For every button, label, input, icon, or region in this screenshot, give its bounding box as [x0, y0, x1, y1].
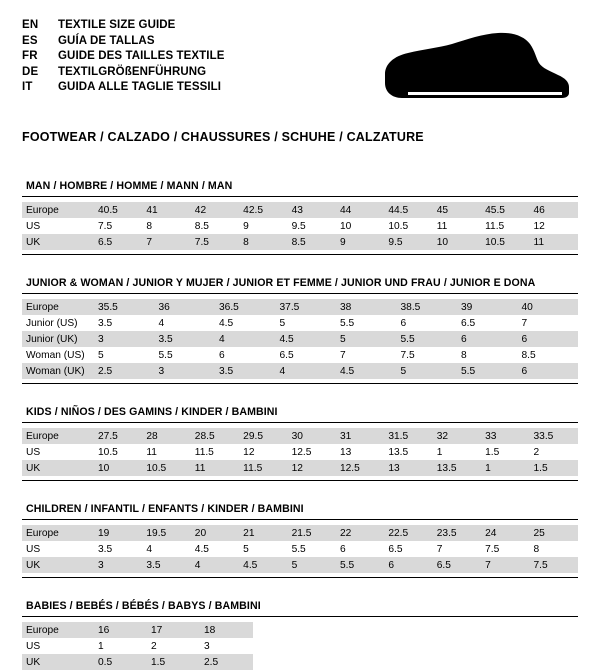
row-label: Europe — [22, 202, 94, 218]
size-table — [22, 428, 578, 476]
divider — [22, 577, 578, 578]
cell: 2.5 — [200, 654, 253, 670]
cell: 13.5 — [433, 460, 481, 476]
row-label: US — [22, 638, 94, 654]
cell: 29.5 — [239, 428, 287, 444]
cell: 12.5 — [336, 460, 384, 476]
cell: 19 — [94, 525, 142, 541]
table-row — [22, 234, 578, 250]
cell: 42 — [191, 202, 239, 218]
cell: 7 — [481, 557, 529, 573]
cell: 11.5 — [239, 460, 287, 476]
cell: 38 — [336, 299, 397, 315]
divider — [22, 480, 578, 481]
cell: 6.5 — [384, 541, 432, 557]
group-heading: BABIES / BEBÉS / BÉBÉS / BABYS / BAMBINI — [26, 600, 261, 612]
cell: 22.5 — [384, 525, 432, 541]
cell: 13.5 — [384, 444, 432, 460]
cell: 3.5 — [94, 315, 155, 331]
cell: 38.5 — [397, 299, 458, 315]
row-label: UK — [22, 557, 94, 573]
cell: 4 — [215, 331, 276, 347]
cell-empty — [253, 622, 578, 638]
language-title: GUIDA ALLE TAGLIE TESSILI — [58, 81, 222, 93]
cell: 7.5 — [94, 218, 142, 234]
cell: 45.5 — [481, 202, 529, 218]
cell: 5 — [94, 347, 155, 363]
cell: 18 — [200, 622, 253, 638]
size-group-man — [22, 180, 578, 255]
cell: 3 — [94, 557, 142, 573]
cell: 8 — [530, 541, 578, 557]
group-heading: JUNIOR & WOMAN / JUNIOR Y MUJER / JUNIOR ET FEMME / JUNIOR UND FRAU / JUNIOR E DONA — [26, 277, 536, 289]
cell: 6 — [215, 347, 276, 363]
cell: 7 — [336, 347, 397, 363]
cell: 4 — [191, 557, 239, 573]
cell: 30 — [288, 428, 336, 444]
divider — [22, 519, 578, 520]
cell: 5.5 — [155, 347, 216, 363]
cell: 1.5 — [147, 654, 200, 670]
row-label: UK — [22, 654, 94, 670]
cell: 1.5 — [481, 444, 529, 460]
cell: 5.5 — [288, 541, 336, 557]
divider — [22, 196, 578, 197]
cell: 6.5 — [457, 315, 518, 331]
cell: 5 — [276, 315, 337, 331]
language-title: TEXTILGRÖßENFÜHRUNG — [58, 65, 207, 78]
cell: 13 — [336, 444, 384, 460]
table-row — [22, 363, 578, 379]
table-row — [22, 299, 578, 315]
cell: 31 — [336, 428, 384, 444]
cell-empty — [253, 638, 578, 654]
cell: 0.5 — [94, 654, 147, 670]
cell: 5 — [239, 541, 287, 557]
cell: 33.5 — [530, 428, 578, 444]
dress-shoe-icon — [372, 30, 572, 104]
table-row — [22, 347, 578, 363]
cell: 8.5 — [191, 218, 239, 234]
cell: 20 — [191, 525, 239, 541]
cell: 23.5 — [433, 525, 481, 541]
cell: 11 — [191, 460, 239, 476]
cell: 4 — [276, 363, 337, 379]
cell: 28 — [142, 428, 190, 444]
cell: 36.5 — [215, 299, 276, 315]
cell: 5.5 — [397, 331, 458, 347]
cell: 44.5 — [384, 202, 432, 218]
cell: 6 — [397, 315, 458, 331]
table-row — [22, 541, 578, 557]
cell: 1 — [481, 460, 529, 476]
table-row — [22, 218, 578, 234]
cell: 10 — [94, 460, 142, 476]
cell: 37.5 — [276, 299, 337, 315]
table-row — [22, 638, 578, 654]
size-table — [22, 622, 578, 670]
cell: 11 — [530, 234, 578, 250]
size-table — [22, 299, 578, 379]
cell: 4.5 — [215, 315, 276, 331]
size-group-children — [22, 503, 578, 578]
cell: 17 — [147, 622, 200, 638]
language-code: FR — [22, 50, 38, 62]
cell: 27.5 — [94, 428, 142, 444]
cell: 2 — [530, 444, 578, 460]
table-row — [22, 428, 578, 444]
row-label: US — [22, 218, 94, 234]
cell: 6 — [384, 557, 432, 573]
cell: 10.5 — [142, 460, 190, 476]
cell: 2.5 — [94, 363, 155, 379]
cell: 11 — [433, 218, 481, 234]
group-heading: KIDS / NIÑOS / DES GAMINS / KINDER / BAMBINI — [26, 406, 278, 418]
cell: 9 — [239, 218, 287, 234]
cell: 10 — [336, 218, 384, 234]
language-code: ES — [22, 34, 38, 47]
cell: 19.5 — [142, 525, 190, 541]
cell: 16 — [94, 622, 147, 638]
table-row — [22, 557, 578, 573]
cell: 40.5 — [94, 202, 142, 218]
cell: 10.5 — [94, 444, 142, 460]
cell: 33 — [481, 428, 529, 444]
row-label: Europe — [22, 622, 94, 638]
cell: 7 — [518, 315, 579, 331]
cell: 22 — [336, 525, 384, 541]
cell: 9.5 — [384, 234, 432, 250]
cell: 4 — [142, 541, 190, 557]
cell: 11 — [142, 444, 190, 460]
cell: 11.5 — [191, 444, 239, 460]
size-group-junior-woman — [22, 277, 578, 384]
cell: 32 — [433, 428, 481, 444]
language-code: IT — [22, 81, 33, 93]
cell: 40 — [518, 299, 579, 315]
table-row — [22, 444, 578, 460]
language-code: DE — [22, 65, 39, 78]
cell: 36 — [155, 299, 216, 315]
cell: 3 — [155, 363, 216, 379]
cell: 6 — [336, 541, 384, 557]
cell: 12 — [239, 444, 287, 460]
cell: 5 — [397, 363, 458, 379]
page-header — [22, 18, 578, 114]
divider — [22, 616, 578, 617]
cell: 10.5 — [384, 218, 432, 234]
cell: 2 — [147, 638, 200, 654]
cell: 31.5 — [384, 428, 432, 444]
row-label: UK — [22, 234, 94, 250]
row-label: Europe — [22, 525, 94, 541]
cell: 7.5 — [397, 347, 458, 363]
table-row — [22, 202, 578, 218]
cell: 7.5 — [530, 557, 578, 573]
cell: 5.5 — [336, 315, 397, 331]
cell: 21 — [239, 525, 287, 541]
cell: 44 — [336, 202, 384, 218]
cell: 8 — [457, 347, 518, 363]
cell: 12.5 — [288, 444, 336, 460]
size-group-kids — [22, 406, 578, 481]
table-row — [22, 315, 578, 331]
cell: 7 — [433, 541, 481, 557]
cell: 3 — [200, 638, 253, 654]
cell: 28.5 — [191, 428, 239, 444]
cell: 8 — [142, 218, 190, 234]
row-label: Junior (UK) — [22, 331, 94, 347]
cell: 7.5 — [481, 541, 529, 557]
cell: 12 — [530, 218, 578, 234]
row-label: US — [22, 444, 94, 460]
cell: 35.5 — [94, 299, 155, 315]
group-heading: CHILDREN / INFANTIL / ENFANTS / KINDER / BAMBINI — [26, 503, 304, 515]
cell: 4.5 — [276, 331, 337, 347]
cell: 11.5 — [481, 218, 529, 234]
cell: 8 — [239, 234, 287, 250]
cell: 1 — [94, 638, 147, 654]
cell: 43 — [288, 202, 336, 218]
row-label: Europe — [22, 299, 94, 315]
table-row — [22, 331, 578, 347]
language-title: GUÍA DE TALLAS — [58, 34, 155, 47]
table-row — [22, 622, 578, 638]
cell: 45 — [433, 202, 481, 218]
row-label: US — [22, 541, 94, 557]
cell: 6.5 — [94, 234, 142, 250]
cell: 10 — [433, 234, 481, 250]
cell: 8.5 — [518, 347, 579, 363]
cell-empty — [253, 654, 578, 670]
page-title: FOOTWEAR / CALZADO / CHAUSSURES / SCHUHE / CALZATURE — [22, 130, 424, 144]
size-table — [22, 202, 578, 250]
cell: 46 — [530, 202, 578, 218]
cell: 1.5 — [530, 460, 578, 476]
cell: 5 — [288, 557, 336, 573]
size-group-babies — [22, 600, 578, 670]
cell: 9.5 — [288, 218, 336, 234]
divider — [22, 422, 578, 423]
cell: 42.5 — [239, 202, 287, 218]
cell: 5.5 — [336, 557, 384, 573]
cell: 6 — [518, 363, 579, 379]
cell: 24 — [481, 525, 529, 541]
row-label: Woman (UK) — [22, 363, 94, 379]
cell: 8.5 — [288, 234, 336, 250]
cell: 4 — [155, 315, 216, 331]
cell: 3.5 — [155, 331, 216, 347]
row-label: Woman (US) — [22, 347, 94, 363]
cell: 7 — [142, 234, 190, 250]
language-code: EN — [22, 19, 39, 31]
cell: 6 — [518, 331, 579, 347]
cell: 5.5 — [457, 363, 518, 379]
group-heading: MAN / HOMBRE / HOMME / MANN / MAN — [26, 180, 233, 192]
cell: 13 — [384, 460, 432, 476]
cell: 6 — [457, 331, 518, 347]
cell: 7.5 — [191, 234, 239, 250]
cell: 3.5 — [94, 541, 142, 557]
row-label: UK — [22, 460, 94, 476]
cell: 1 — [433, 444, 481, 460]
cell: 4.5 — [191, 541, 239, 557]
divider — [22, 254, 578, 255]
cell: 25 — [530, 525, 578, 541]
language-title: GUIDE DES TAILLES TEXTILE — [58, 50, 225, 62]
cell: 3.5 — [142, 557, 190, 573]
row-label: Europe — [22, 428, 94, 444]
cell: 39 — [457, 299, 518, 315]
divider — [22, 383, 578, 384]
cell: 41 — [142, 202, 190, 218]
cell: 9 — [336, 234, 384, 250]
cell: 6.5 — [433, 557, 481, 573]
row-label: Junior (US) — [22, 315, 94, 331]
cell: 5 — [336, 331, 397, 347]
table-row — [22, 654, 578, 670]
cell: 10.5 — [481, 234, 529, 250]
cell: 3.5 — [215, 363, 276, 379]
table-row — [22, 525, 578, 541]
cell: 6.5 — [276, 347, 337, 363]
size-table — [22, 525, 578, 573]
cell: 3 — [94, 331, 155, 347]
cell: 21.5 — [288, 525, 336, 541]
cell: 4.5 — [239, 557, 287, 573]
divider — [22, 293, 578, 294]
table-row — [22, 460, 578, 476]
cell: 4.5 — [336, 363, 397, 379]
language-title: TEXTILE SIZE GUIDE — [58, 19, 176, 31]
cell: 12 — [288, 460, 336, 476]
